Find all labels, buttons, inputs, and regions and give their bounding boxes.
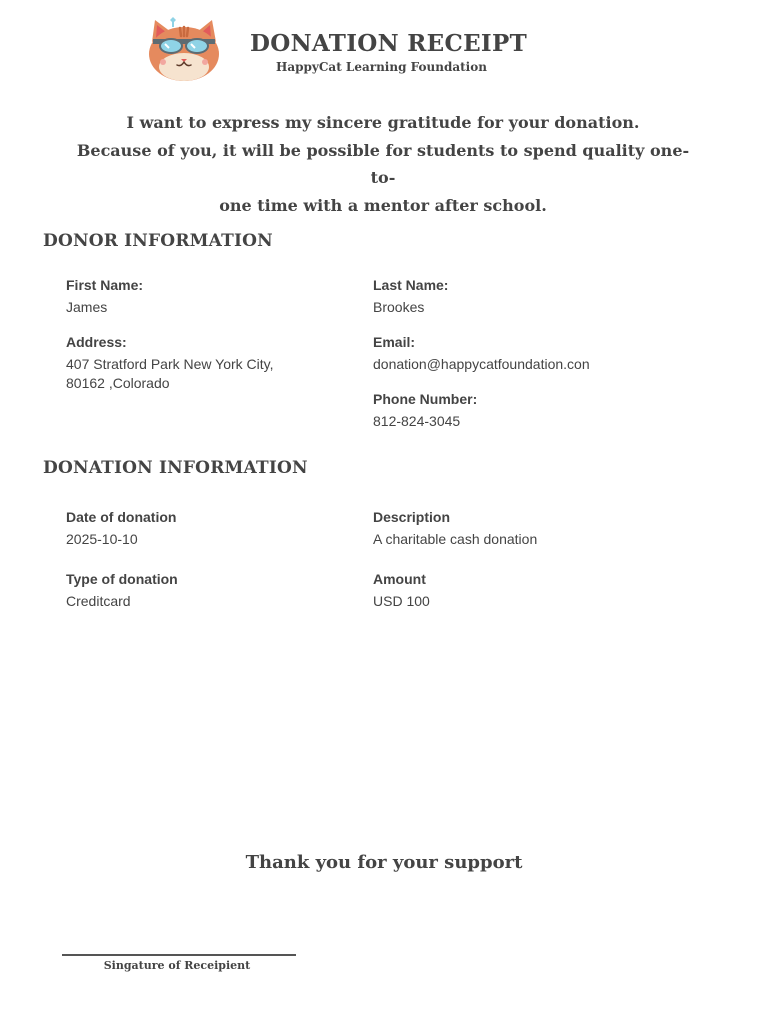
- signature-label: Singature of Receipient: [103, 959, 251, 972]
- phone-label: Phone Number:: [373, 391, 478, 407]
- email-value: donation@happycatfoundation.con: [373, 356, 590, 372]
- signature-line: [62, 954, 296, 956]
- address-label: Address:: [66, 334, 127, 350]
- last-name-label: Last Name:: [373, 277, 449, 293]
- donation-type-label: Type of donation: [66, 571, 178, 587]
- date-field: [66, 508, 346, 549]
- last-name-field: [373, 276, 653, 317]
- gratitude-line-3: one time with a mentor after school.: [219, 195, 547, 215]
- donation-information-heading: DONATION INFORMATION: [43, 458, 308, 478]
- organization-name: HappyCat Learning Foundation: [276, 60, 487, 74]
- page-title: DONATION RECEIPT: [250, 30, 527, 57]
- gratitude-line-2: Because of you, it will be possible for students to spend quality one-to-: [76, 140, 690, 187]
- description-value: A charitable cash donation: [373, 531, 538, 547]
- first-name-field: [66, 276, 346, 317]
- donor-information-heading: DONOR INFORMATION: [43, 231, 273, 251]
- gratitude-message: [70, 109, 696, 219]
- gratitude-line-1: I want to express my sincere gratitude for your donation.: [126, 113, 640, 132]
- email-label: Email:: [373, 334, 416, 350]
- amount-value: USD 100: [373, 593, 430, 609]
- thank-you-message: Thank you for your support: [245, 852, 523, 873]
- first-name-value: James: [66, 299, 108, 315]
- date-value: 2025-10-10: [66, 531, 138, 547]
- description-label: Description: [373, 509, 451, 525]
- description-field: [373, 508, 653, 549]
- address-field: [66, 333, 326, 393]
- first-name-label: First Name:: [66, 277, 144, 293]
- amount-label: Amount: [373, 571, 426, 587]
- date-label: Date of donation: [66, 509, 177, 525]
- address-line-1: 407 Stratford Park New York City,: [66, 356, 274, 372]
- email-field: [373, 333, 693, 374]
- address-value: [66, 355, 326, 393]
- donation-type-value: Creditcard: [66, 593, 131, 609]
- phone-field: [373, 390, 653, 431]
- phone-value: 812-824-3045: [373, 413, 461, 429]
- last-name-value: Brookes: [373, 299, 425, 315]
- donation-type-field: [66, 570, 346, 611]
- amount-field: [373, 570, 653, 611]
- address-line-2: 80162 ,Colorado: [66, 375, 170, 391]
- cat-mascot-icon: [145, 14, 223, 82]
